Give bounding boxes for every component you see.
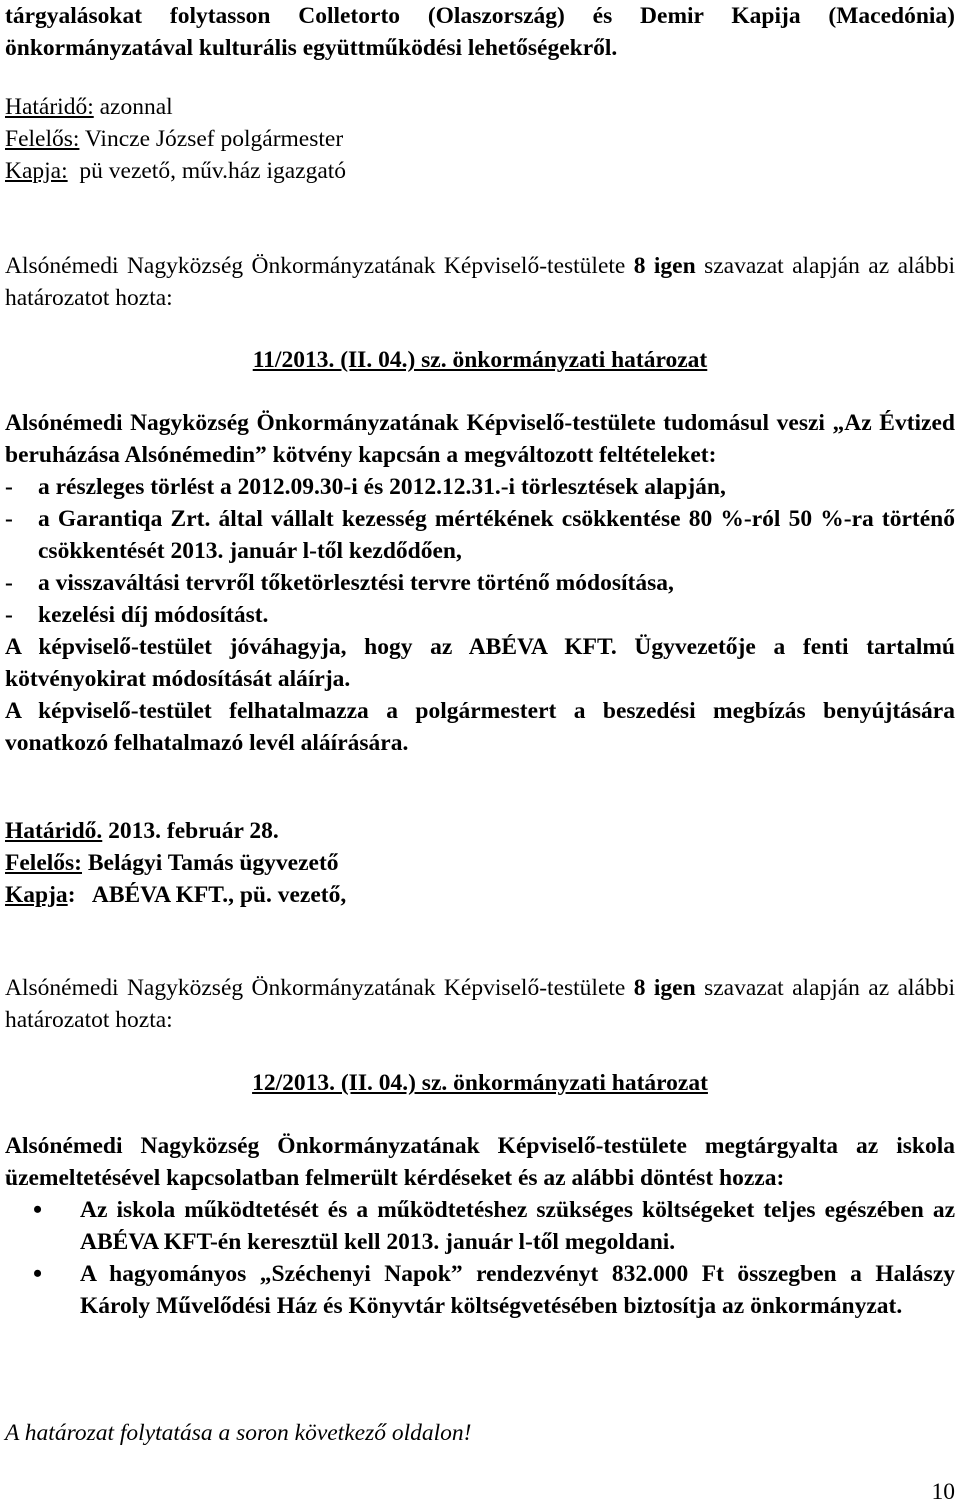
vote-count-1: 8 igen xyxy=(633,253,696,279)
vote-statement-2: Alsónémedi Nagyközség Önkormányzatának Képviselő-testülete 8 igen szavazat alapján az alábbi határozatot hozta: xyxy=(5,975,955,1033)
resolution-list xyxy=(5,471,955,631)
recipient-label: Kapja: xyxy=(5,158,68,184)
resolution-body-2 xyxy=(5,1130,955,1322)
deadline-label: Határidő: xyxy=(5,94,94,120)
responsible-label: Felelős: xyxy=(5,126,80,152)
vote-statement-1: Alsónémedi Nagyközség Önkormányzatának Képviselő-testülete 8 igen szavazat alapján az alábbi határozatot hozta: xyxy=(5,253,955,311)
resolution-body-1 xyxy=(5,407,955,759)
resolution-paragraph: A képviselő-testület jóváhagyja, hogy az ABÉVA KFT. Ügyvezetője a fenti tartalmú kötvényokirat módosítását aláírja. xyxy=(5,634,955,692)
resolution-title-1: 11/2013. (II. 04.) sz. önkormányzati határozat xyxy=(252,347,708,373)
bullet-list xyxy=(5,1194,955,1322)
resolution-paragraph: Alsónémedi Nagyközség Önkormányzatának Képviselő-testülete megtárgyalta az iskola üzemeltetésével kapcsolatban felmerült kérdéseket és az alábbi döntést hozza: xyxy=(5,1133,955,1191)
recipient-value: : ABÉVA KFT., pü. vezető, xyxy=(67,882,347,908)
list-item: - kezelési díj módosítást. xyxy=(5,602,269,628)
list-item: - a részleges törlést a 2012.09.30-i és 2012.12.31.-i törlesztések alapján, xyxy=(5,474,726,500)
deadline-block-2 xyxy=(5,815,346,911)
continuation-note: A határozat folytatása a soron következő oldalon! xyxy=(5,1420,472,1446)
recipient-label: Kapja xyxy=(5,882,68,908)
bullet-icon: • xyxy=(33,1259,43,1288)
vote-count-2: 8 igen xyxy=(633,975,696,1001)
intro-text: tárgyalásokat folytasson Colletorto (Olaszország) és Demir Kapija (Macedónia) önkormányzatával kulturális együttműködési lehetőségekről. xyxy=(5,3,955,61)
bullet-icon: • xyxy=(33,1195,43,1224)
resolution-paragraph: Alsónémedi Nagyközség Önkormányzatának Képviselő-testülete tudomásul veszi „Az Évtized beruházása Alsónémedin” kötvény kapcsán a megváltozott feltételeket: xyxy=(5,410,955,468)
recipient-value: pü vezető, műv.ház igazgató xyxy=(67,158,347,184)
responsible-value: Belágyi Tamás ügyvezető xyxy=(82,850,339,876)
resolution-title-2: 12/2013. (II. 04.) sz. önkormányzati határozat xyxy=(252,1070,708,1096)
responsible-value: Vincze József polgármester xyxy=(79,126,344,152)
list-item: - a visszaváltási tervről tőketörlesztési tervre történő módosítása, xyxy=(5,570,674,596)
list-item: - a Garantiqa Zrt. által vállalt kezesség mértékének csökkentése 80 %-ról 50 %-ra történő csökkentését 2013. január l-től kezdődően, xyxy=(5,506,955,564)
deadline-label: Határidő. xyxy=(5,818,103,844)
responsible-label: Felelős: xyxy=(5,850,82,876)
page-number: 10 xyxy=(931,1479,955,1505)
deadline-value: 2013. február 28. xyxy=(102,818,279,844)
list-item: • A hagyományos „Széchenyi Napok” rendezvényt 832.000 Ft összegben a Halászy Károly Művelődési Ház és Könyvtár költségvetésében biztosítja az önkormányzat. xyxy=(5,1258,955,1322)
list-item: • Az iskola működtetését és a működtetéshez szükséges költségeket teljes egészében az ABÉVA KFT-én keresztül kell 2013. január l-től megoldani. xyxy=(5,1194,955,1258)
deadline-value: azonnal xyxy=(93,94,173,120)
deadline-block-1 xyxy=(5,91,346,187)
resolution-paragraph: A képviselő-testület felhatalmazza a polgármestert a beszedési megbízás benyújtására vonatkozó felhatalmazó levél aláírására. xyxy=(5,698,955,756)
